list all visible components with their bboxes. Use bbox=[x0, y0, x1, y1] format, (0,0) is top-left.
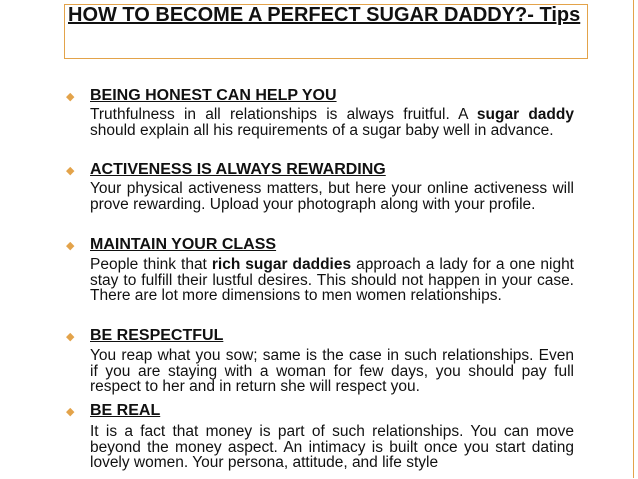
tip-heading: ACTIVENESS IS ALWAYS REWARDING bbox=[90, 161, 386, 178]
tip-paragraph bbox=[90, 107, 574, 138]
page-title: HOW TO BECOME A PERFECT SUGAR DADDY?- Tips bbox=[68, 4, 581, 26]
tip-paragraph bbox=[90, 348, 574, 395]
tip-heading: MAINTAIN YOUR CLASS bbox=[90, 236, 277, 253]
slide-content: ◆ BEING HONEST CAN HELP YOU Truthfulness in all relationships is always fruitful. A sugar daddy should explain all his requirements of a sugar baby well in advance. ◆ ACTIVENESS IS ALWAYS REWARDING Your physical activeness matters, but here your online activeness will prove rewarding. Upload your photograph along with your profile. ◆ MAINTAIN YOUR CLASS People think that rich sugar daddies approach a lady for a one night stay to fulfill their lustful desires. This should not happen in your case. There are lot more dimensions to men women relationships. ◆ BE RESPECTFUL You reap what you sow; same is the case in such relationships. Even if you are staying with a woman for few days, you should pay full respect to her and in return she will respect you. ◆ BE REAL It is a fact that money is part of such relationships. You can move beyond the money aspect. An intimacy is built once you start dating lovely women. Your persona, attitude, and life style bbox=[66, 87, 574, 471]
tip-paragraph bbox=[90, 257, 574, 304]
tip-heading: BE REAL bbox=[90, 402, 161, 419]
tip-heading: BEING HONEST CAN HELP YOU bbox=[90, 87, 337, 104]
tip-heading: BE RESPECTFUL bbox=[90, 327, 224, 344]
tip-text: Truthfulness in all relationships is always fruitful. A bbox=[90, 106, 477, 123]
tip-paragraph bbox=[90, 424, 574, 471]
tip-text: It is a fact that money is part of such relationships. You can move beyond the money aspect. An intimacy is built once you start dating lovely women. Your persona, attitude, and life style bbox=[90, 423, 574, 471]
tip-text: should explain all his requirements of a sugar baby well in advance. bbox=[90, 121, 554, 139]
tip-text: Your physical activeness matters, but here your online activeness will prove rewarding. Upload your photograph along with your profile. bbox=[90, 180, 574, 213]
tip-text: People think that bbox=[90, 256, 212, 273]
tip-text: You reap what you sow; same is the case in such relationships. Even if you are staying with a woman for few days, you should pay full respect to her and in return she will respect you. bbox=[90, 347, 574, 395]
tip-paragraph bbox=[90, 181, 574, 212]
tip-bold-text: rich sugar daddies bbox=[211, 256, 352, 273]
tip-text: approach a lady for a one night stay to fulfill their lustful desires. This should not happen in your case. There are lot more dimensions to men women relationships. bbox=[90, 256, 574, 304]
tip-bold-text: sugar daddy bbox=[476, 106, 574, 123]
